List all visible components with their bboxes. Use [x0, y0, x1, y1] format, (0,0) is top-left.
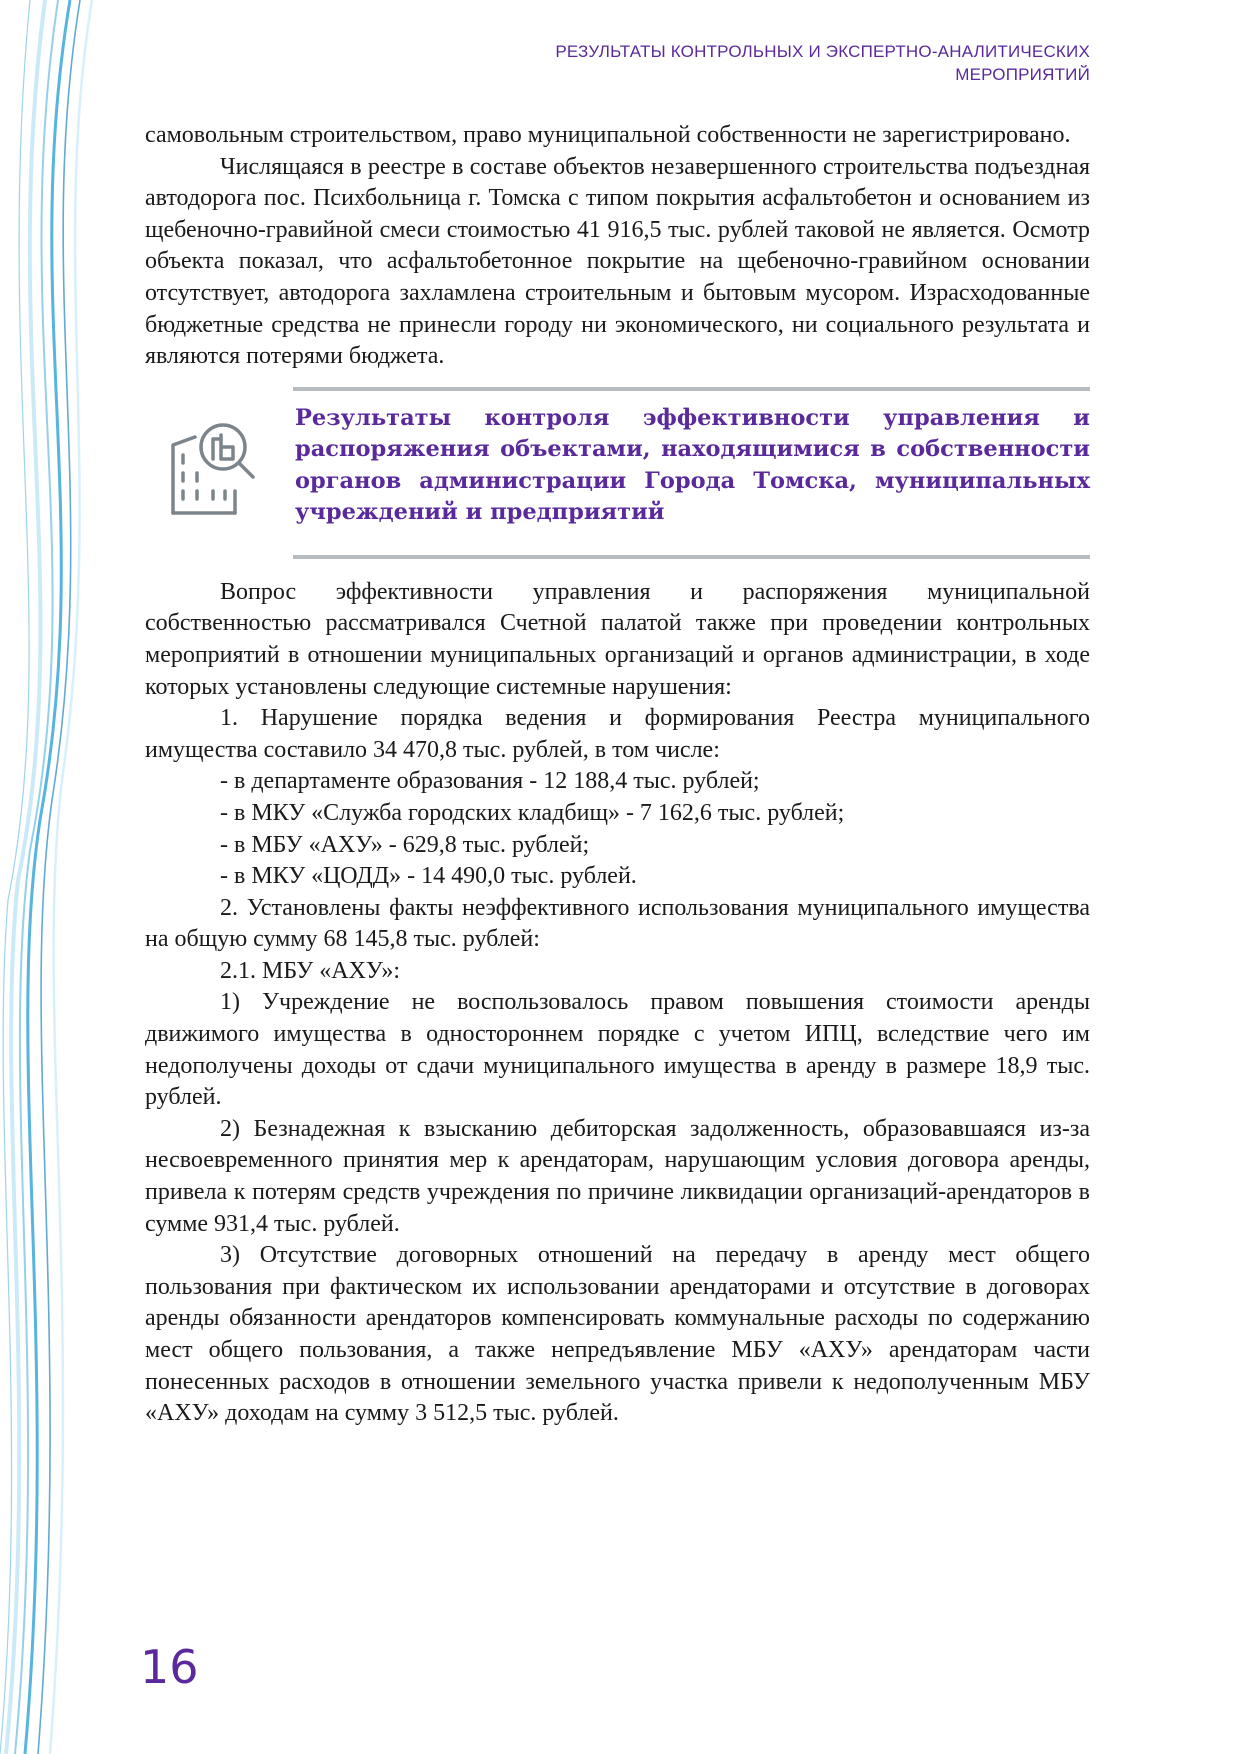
- page-number: 16: [140, 1640, 199, 1694]
- body-paragraph-5: 1) Учреждение не воспользовалось правом повышения стоимости аренды движимого имущества в одностороннем порядке с учетом ИПЦ, вследствие чего им недополучены доходы от сдачи муниципального имущества в аренду в размере 18,9 тыс. рублей.: [145, 989, 1090, 1111]
- body-paragraph-4: 2.1. МБУ «АХУ»:: [220, 957, 401, 984]
- body-paragraph-2: 1. Нарушение порядка ведения и формирования Реестра муниципального имущества составило 34 470,8 тыс. рублей, в том числе:: [145, 705, 1090, 763]
- running-header: [390, 40, 1090, 86]
- list-item-4: - в МКУ «ЦОДД» - 14 490,0 тыс. рублей.: [220, 863, 637, 890]
- list-item-3: - в МБУ «АХУ» - 629,8 тыс. рублей;: [220, 831, 590, 858]
- body-paragraph-6: 2) Безнадежная к взысканию дебиторская задолженность, образовавшаяся из-за несвоевременного принятия мер к арендаторам, нарушающим условия договора аренды, привела к потерям средств учреждения по причине ликвидации организаций-арендаторов в сумме 931,4 тыс. рублей.: [145, 1115, 1090, 1237]
- list-item-1: - в департаменте образования - 12 188,4 тыс. рублей;: [220, 768, 760, 795]
- intro-paragraph-2: Числящаяся в реестре в составе объектов незавершенного строительства подъездная автодорога пос. Психбольница г. Томска с типом покрытия асфальтобетон и основанием из щебеночно-гравийной смеси стоимостью 41 916,5 тыс. рублей таковой не является. Осмотр объекта показал, что асфальтобетонное покрытие на щебеночно-гравийном основании отсутствует, автодорога захламлена строительным и бытовым мусором. Израсходованные бюджетные средства не принесли городу ни экономического, ни социального результата и являются потерями бюджета.: [145, 153, 1090, 370]
- body-paragraph-3: 2. Установлены факты неэффективного использования муниципального имущества на общую сумму 68 145,8 тыс. рублей:: [145, 894, 1090, 953]
- section-bottom-rule: [293, 555, 1090, 559]
- section-header-block: [145, 387, 1090, 559]
- section-title: Результаты контроля эффективности управления и распоряжения объектами, находящимися в собственности органов администрации Города Томска, муниципальных учреждений и предприятий: [295, 404, 1090, 526]
- intro-paragraph-1: самовольным строительством, право муниципальной собственности не зарегистрировано.: [145, 122, 1071, 148]
- list-item-2: - в МКУ «Служба городских кладбищ» - 7 162,6 тыс. рублей;: [220, 799, 845, 826]
- running-header-line-2: МЕРОПРИЯТИЙ: [955, 65, 1090, 84]
- body-paragraph-7: 3) Отсутствие договорных отношений на передачу в аренду мест общего пользования при фактическом их использовании арендаторами и отсутствие в договорах аренды обязанности арендаторов компенсировать коммунальные расходы по содержанию мест общего пользования, а также непредъявление МБУ «АХУ» арендаторам части понесенных расходов в отношении земельного участка привели к недополученным МБУ «АХУ» доходам на сумму 3 512,5 тыс. рублей.: [145, 1242, 1090, 1427]
- building-search-icon: [165, 411, 275, 521]
- main-content: [145, 120, 1090, 1430]
- body-paragraph-1: Вопрос эффективности управления и распоряжения муниципальной собственностью рассматривался Счетной палатой также при проведении контрольных мероприятий в отношении муниципальных организаций и органов администрации, в ходе которых установлены следующие системные нарушения:: [145, 578, 1090, 700]
- running-header-line-1: РЕЗУЛЬТАТЫ КОНТРОЛЬНЫХ И ЭКСПЕРТНО-АНАЛИТИЧЕСКИХ: [555, 42, 1090, 61]
- decorative-wave-border: [0, 0, 110, 1754]
- section-top-rule: [293, 387, 1090, 391]
